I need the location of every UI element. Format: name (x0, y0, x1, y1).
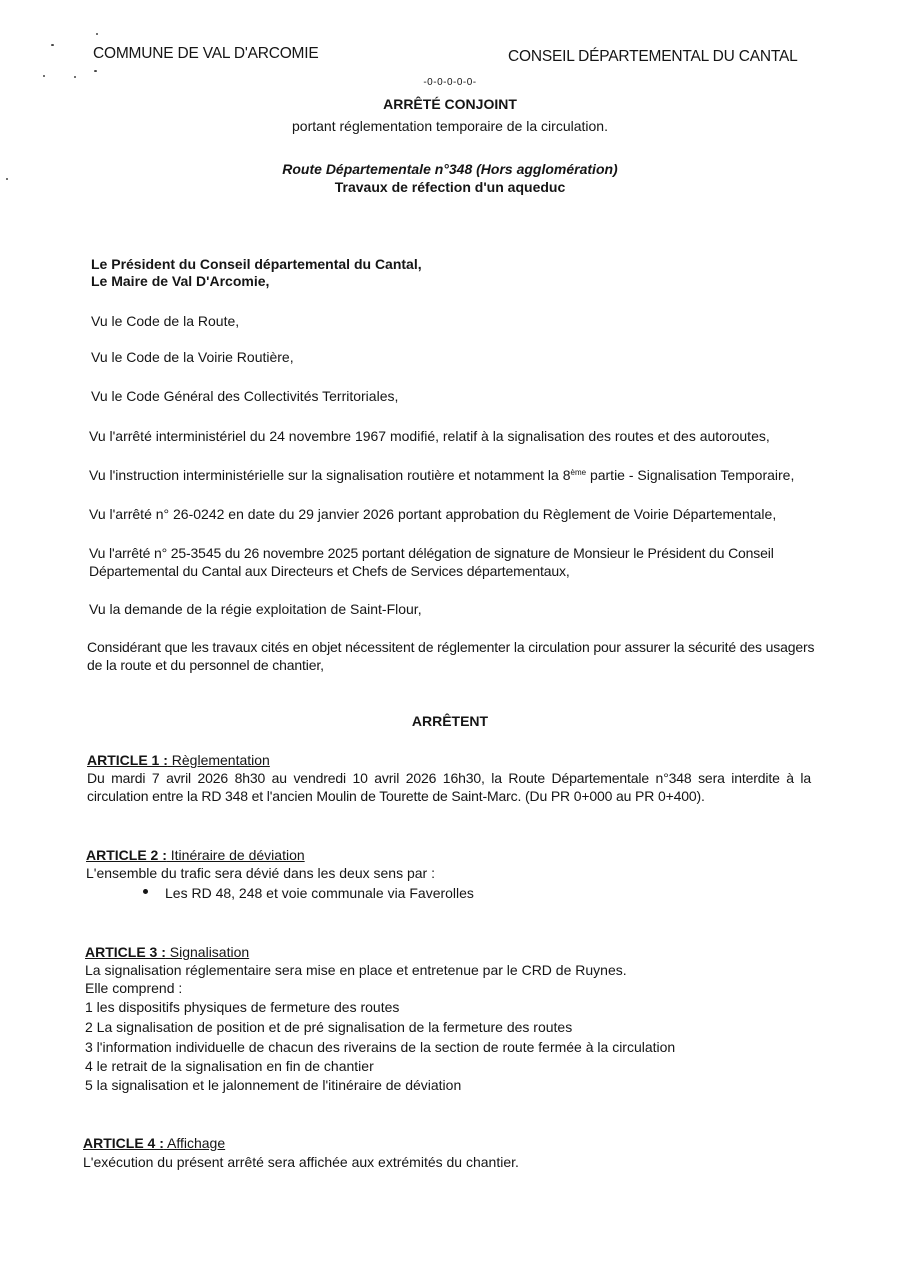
article-3-list-item: 5 la signalisation et le jalonnement de l'itinéraire de déviation (85, 1077, 462, 1093)
considering-paragraph: Considérant que les travaux cités en objet nécessitent de réglementer la circulation pour assurer la sécurité des usagers de la route et du personnel de chantier, (87, 639, 815, 673)
article-4-text: L'exécution du présent arrêté sera affichée aux extrémités du chantier. (83, 1154, 519, 1170)
article-2-bullet-item: Les RD 48, 248 et voie communale via Faverolles (165, 885, 474, 901)
document-title: ARRÊTÉ CONJOINT (383, 96, 517, 112)
article-3-list-item: 2 La signalisation de position et de pré signalisation de la fermeture des routes (85, 1019, 573, 1035)
road-designation: Route Départementale n°348 (Hors agglomération) (282, 161, 618, 177)
article-2-heading: ARTICLE 2 : Itinéraire de déviation (86, 847, 305, 863)
visa-delegation: Vu l'arrêté n° 25-3545 du 26 novembre 2025 portant délégation de signature de Monsieur le Président du Conseil Départemental du Cantal aux Directeurs et Chefs de Services départementaux, (89, 545, 774, 579)
header-department: CONSEIL DÉPARTEMENTAL DU CANTAL (508, 48, 798, 65)
visa-arrete-1967: Vu l'arrêté interministériel du 24 novembre 1967 modifié, relatif à la signalisation des routes et des autoroutes, (89, 428, 770, 444)
article-4-heading: ARTICLE 4 : Affichage (83, 1135, 226, 1151)
scan-speck (94, 70, 97, 72)
bullet-icon (143, 889, 148, 894)
visa-code-route: Vu le Code de la Route, (91, 313, 240, 329)
header-separator: -0-0-0-0-0- (423, 77, 477, 88)
visa-reglement-voirie: Vu l'arrêté n° 26-0242 en date du 29 janvier 2026 portant approbation du Règlement de Voirie Départementale, (89, 506, 777, 522)
document-subtitle: portant réglementation temporaire de la circulation. (292, 118, 608, 134)
article-3-list-item: 3 l'information individuelle de chacun des riverains de la section de route fermée à la circulation (85, 1039, 676, 1055)
article-3-text: La signalisation réglementaire sera mise en place et entretenue par le CRD de Ruynes. (85, 962, 627, 978)
article-3-list-item: 4 le retrait de la signalisation en fin de chantier (85, 1058, 374, 1074)
article-1-text: Du mardi 7 avril 2026 8h30 au vendredi 10 avril 2026 16h30, la Route Départementale n°348 sera interdite à la circulation entre la RD 348 et l'ancien Moulin de Tourette de Saint-Marc. (Du PR 0+000 au PR 0+400). (87, 770, 811, 804)
article-3-list-intro: Elle comprend : (85, 980, 183, 996)
visa-instruction: Vu l'instruction interministérielle sur la signalisation routière et notamment la 8ème partie - Signalisation Temporaire, (89, 467, 795, 483)
article-3-heading: ARTICLE 3 : Signalisation (85, 944, 250, 960)
decree-heading: ARRÊTENT (411, 713, 489, 729)
scan-speck (51, 44, 54, 46)
article-2-text: L'ensemble du trafic sera dévié dans les deux sens par : (86, 865, 435, 881)
signatory-president: Le Président du Conseil départemental du Cantal, (91, 256, 422, 272)
signatory-mayor: Le Maire de Val D'Arcomie, (91, 273, 270, 289)
works-description: Travaux de réfection d'un aqueduc (334, 179, 566, 195)
visa-cgct: Vu le Code Général des Collectivités Territoriales, (91, 388, 399, 404)
visa-demande: Vu la demande de la régie exploitation de Saint-Flour, (89, 601, 422, 617)
scan-speck (96, 33, 98, 35)
visa-code-voirie: Vu le Code de la Voirie Routière, (91, 349, 294, 365)
article-3-list-item: 1 les dispositifs physiques de fermeture des routes (85, 999, 400, 1015)
header-commune: COMMUNE DE VAL D'ARCOMIE (93, 45, 319, 62)
article-1-heading: ARTICLE 1 : Règlementation (87, 752, 270, 768)
